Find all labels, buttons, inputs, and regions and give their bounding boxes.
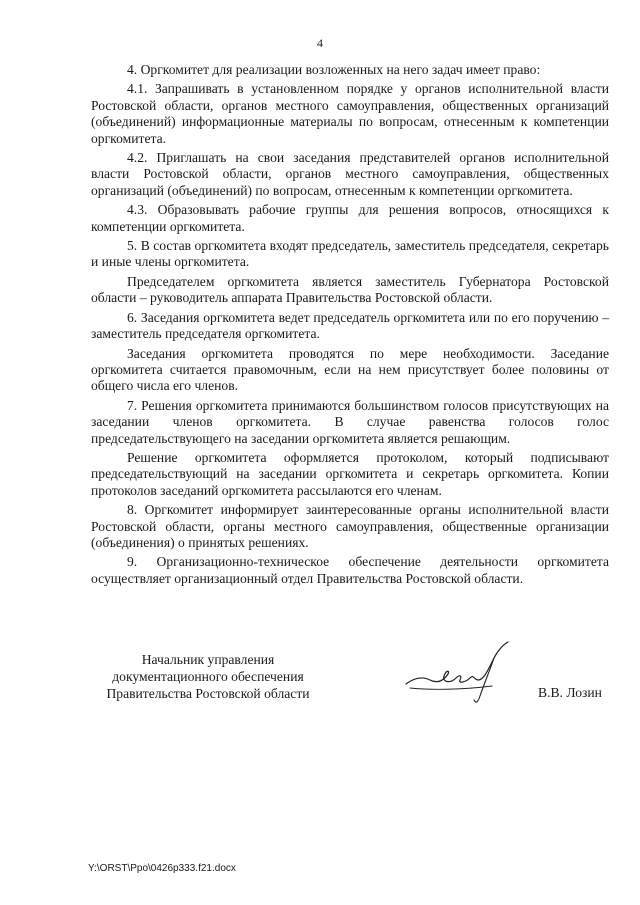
signatory-title-line: Начальник управления [141, 652, 275, 667]
file-path-footer: Y:\ORST\Ppo\0426p333.f21.docx [88, 863, 236, 874]
paragraph-6-meetings: Заседания оргкомитета проводятся по мере необходимости. Заседание оргкомитета считается правомочным, если на нем присутствует более половины от общего числа его членов. [91, 345, 609, 394]
document-body [91, 62, 609, 590]
signatory-name: В.В. Лозин [538, 685, 602, 700]
handwritten-signature [400, 640, 520, 710]
paragraph-8: 8. Оргкомитет информирует заинтересованные органы исполнительной власти Ростовской области, органы местного самоуправления, общественные организации (объединения) о принятых решениях. [91, 502, 609, 550]
paragraph-4: 4. Оргкомитет для реализации возложенных на него задач имеет право: [127, 62, 541, 77]
paragraph-9: 9. Организационно-техническое обеспечение деятельности оргкомитета осуществляет организационный отдел Правительства Ростовской области. [91, 554, 609, 586]
paragraph-5-chair: Председателем оргкомитета является заместитель Губернатора Ростовской области – руководитель аппарата Правительства Ростовской области. [91, 273, 609, 306]
paragraph-7: 7. Решения оргкомитета принимаются большинством голосов присутствующих на заседании членов оргкомитета. В случае равенства голосов голос председательствующего на заседании оргкомитета является решающим. [91, 397, 609, 446]
paragraph-4-3: 4.3. Образовывать рабочие группы для решения вопросов, относящихся к компетенции оргкомитета. [91, 202, 609, 234]
signatory-title [88, 652, 328, 702]
signature-block [0, 652, 640, 712]
paragraph-5: 5. В состав оргкомитета входят председатель, заместитель председателя, секретарь и иные члены оргкомитета. [91, 238, 609, 270]
page-number: 4 [317, 36, 323, 50]
paragraph-6: 6. Заседания оргкомитета ведет председатель оргкомитета или по его поручению – заместитель председателя оргкомитета. [91, 309, 609, 342]
signatory-title-line: документационного обеспечения [112, 668, 304, 684]
paragraph-7-protocol: Решение оргкомитета оформляется протоколом, который подписывают председательствующий на заседании оргкомитета и секретарь оргкомитета. Копии протоколов заседаний оргкомитета рассылаются его членам. [91, 449, 609, 498]
signatory-title-line: Правительства Ростовской области [106, 685, 310, 701]
paragraph-4-2: 4.2. Приглашать на свои заседания представителей органов исполнительной власти Ростовской области, органов местного самоуправления, общественных организаций (объединений) по вопросам, отнесенным к компетенции оргкомитета. [91, 150, 609, 198]
paragraph-4-1: 4.1. Запрашивать в установленном порядке у органов исполнительной власти Ростовской области, органов местного самоуправления, общественных организаций (объединений) информационные материалы по вопросам, отнесенным к компетенции оргкомитета. [91, 81, 609, 146]
